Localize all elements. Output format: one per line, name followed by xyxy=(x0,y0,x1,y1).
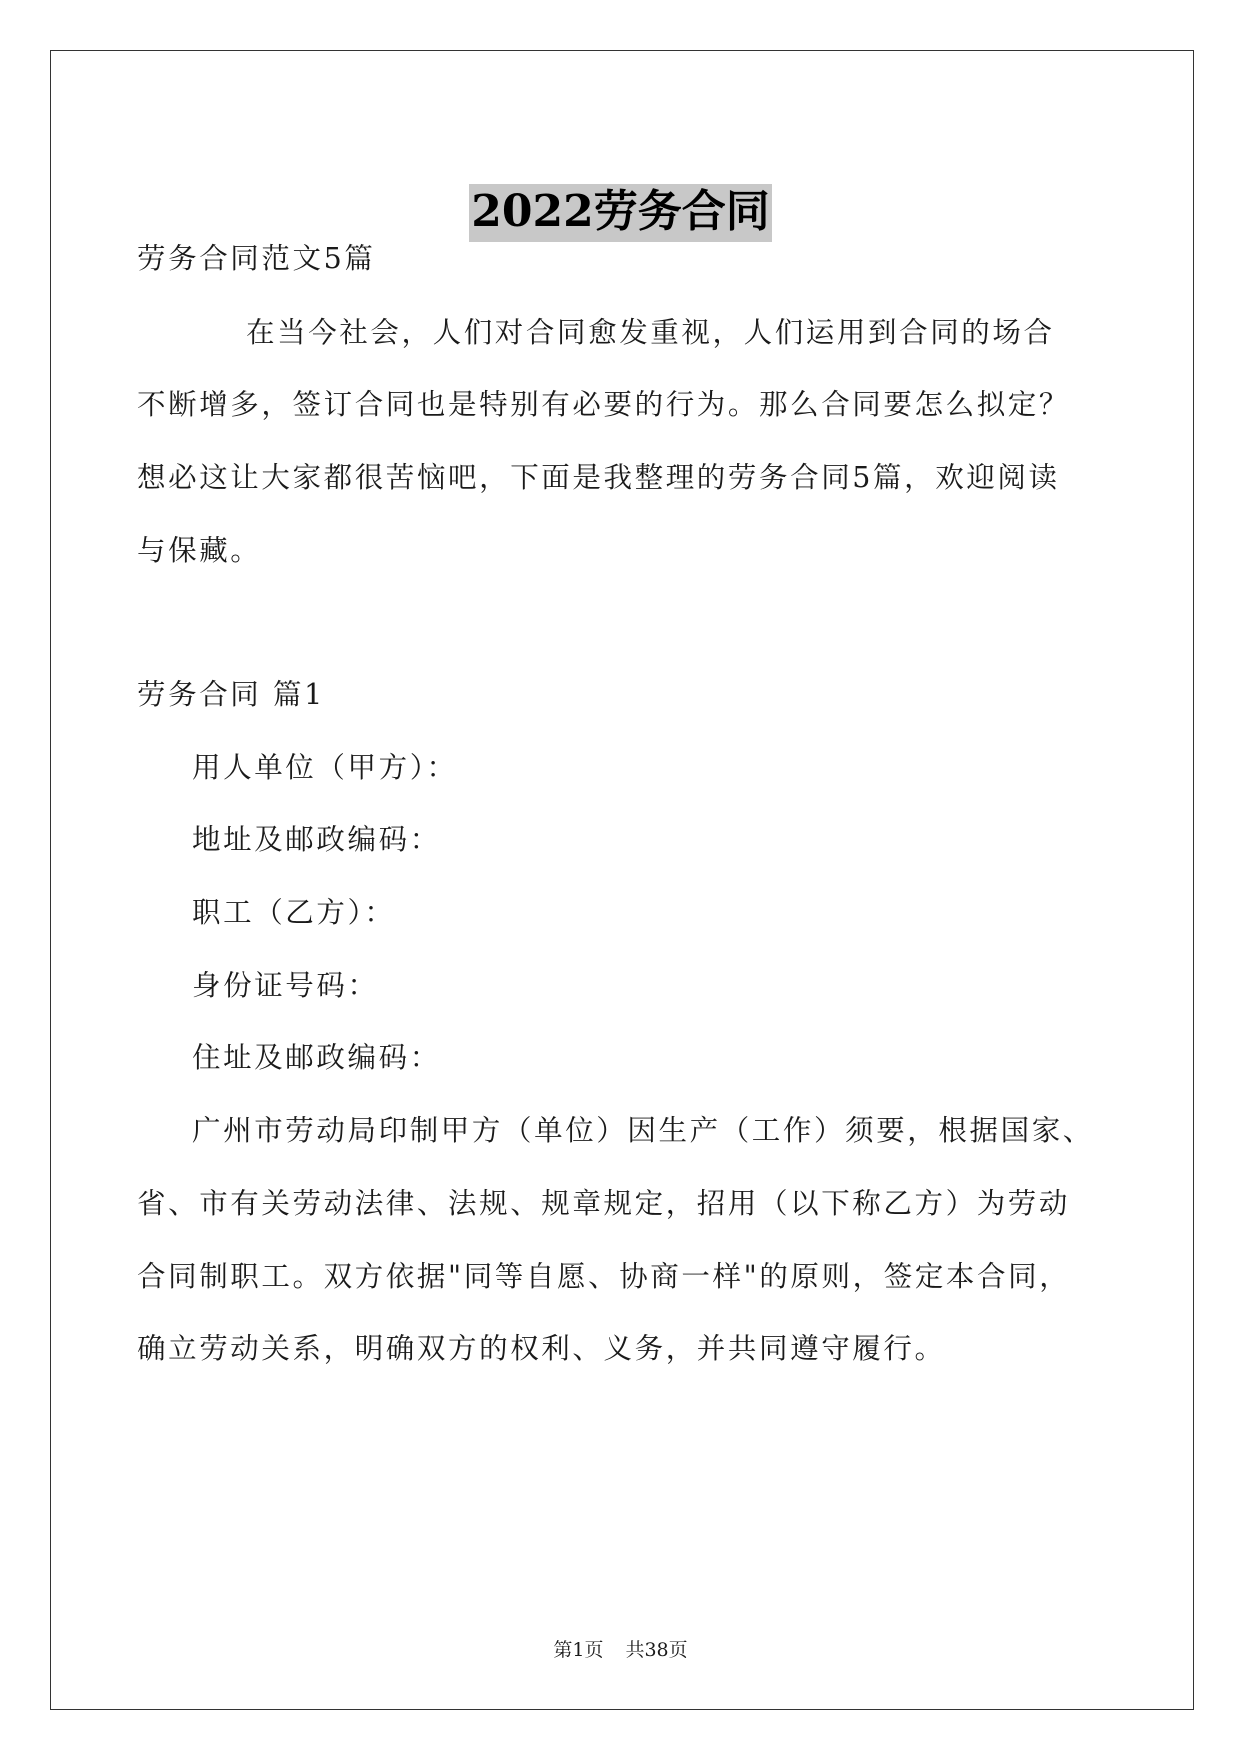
field-employer-address: 地址及邮政编码： xyxy=(192,823,441,856)
field-id-number: 身份证号码： xyxy=(192,969,379,1002)
intro-line-1: 在当今社会，人们对合同愈发重视，人们运用到合同的场合 xyxy=(246,316,1055,349)
intro-line-4: 与保藏。 xyxy=(137,534,262,567)
page-number: 第1页 xyxy=(553,1639,604,1661)
page-footer xyxy=(0,1635,1241,1662)
intro-line-3: 想必这让大家都很苦恼吧，下面是我整理的劳务合同5篇，欢迎阅读 xyxy=(137,461,1060,494)
field-employee: 职工（乙方）： xyxy=(192,896,396,929)
body-line-4: 确立劳动关系，明确双方的权利、义务，并共同遵守履行。 xyxy=(137,1332,946,1365)
body-line-2: 省、市有关劳动法律、法规、规章规定，招用（以下称乙方）为劳动 xyxy=(137,1187,1071,1220)
page-total: 共38页 xyxy=(625,1639,688,1661)
body-line-1: 广州市劳动局印制甲方（单位）因生产（工作）须要，根据国家、 xyxy=(192,1114,1094,1147)
document-title-text: 2022劳务合同 xyxy=(469,184,771,242)
section-heading: 劳务合同 篇1 xyxy=(137,678,325,711)
field-employee-address: 住址及邮政编码： xyxy=(192,1041,441,1074)
document-title xyxy=(0,184,1241,242)
field-employer: 用人单位（甲方）： xyxy=(192,751,458,784)
body-line-3: 合同制职工。双方依据"同等自愿、协商一样"的原则，签定本合同， xyxy=(137,1260,1071,1293)
document-subtitle: 劳务合同范文5篇 xyxy=(137,242,376,275)
page-border xyxy=(50,50,1194,1710)
intro-line-2: 不断增多，签订合同也是特别有必要的行为。那么合同要怎么拟定？ xyxy=(137,388,1071,421)
